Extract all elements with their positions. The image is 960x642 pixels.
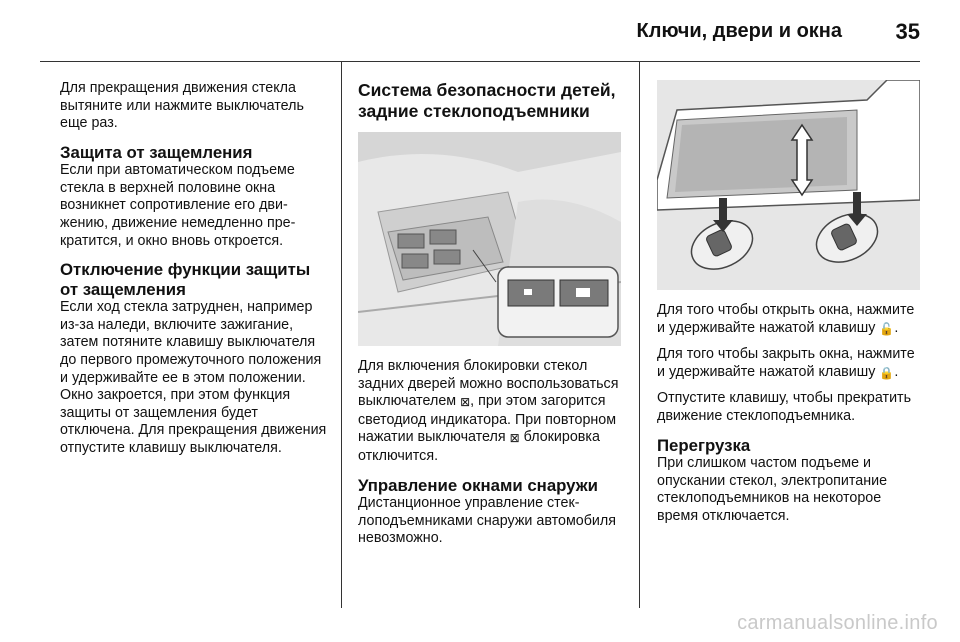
intro-paragraph: Для прекращения движения стекла вытяните или нажмите выключатель еще раз. (60, 80, 304, 132)
figure-door-switch-panel (358, 132, 621, 346)
child-lock-icon: ⊠ (460, 395, 471, 410)
heading-child-safety: Система безопасности детей, задние стеклоподъемники (358, 80, 616, 121)
heading-pinch-protection: Защита от защемления (60, 142, 253, 162)
disable-pinch-paragraph: Если ход стекла затруднен, например из-за наледи, включите зажигание, затем потяните клавишу выключателя до первого промежуточного положения и удерживайте ее в этом положении. Окно закроется, при этом функция защиты от защемления будет отключена. Для прекращения движения отпустите клавишу выключателя. (60, 299, 327, 456)
page-header (0, 0, 960, 64)
watermark: carmanualsonline.info (737, 612, 938, 634)
overload-paragraph: При слишком частом подъеме и опускании стекол, электропитание стеклоподъемников на некоторое время отключается. (657, 455, 888, 524)
figure-car-window-keys (657, 80, 920, 290)
open-windows-paragraph: Для того чтобы открыть окна, нажмите и удерживайте нажатой клавишу 🔓. (657, 302, 925, 338)
chapter-title: Ключи, двери и окна (636, 20, 842, 42)
unlock-icon: 🔓 (879, 321, 895, 336)
column-divider-2 (639, 62, 640, 608)
heading-overload: Перегрузка (657, 435, 751, 455)
release-key-paragraph: Отпустите клавишу, чтобы прекратить движение стеклоподъемника. (657, 390, 912, 424)
column-2 (358, 80, 626, 556)
remote-control-paragraph: Дистанционное управление стеклоподъемниками снаружи автомобиля невозможно. (358, 495, 616, 547)
close-windows-paragraph: Для того чтобы закрыть окна, нажмите и удерживайте нажатой клавишу 🔒. (657, 346, 925, 382)
heading-remote-window-control: Управление окнами снаружи (358, 475, 598, 495)
lock-icon: 🔒 (879, 365, 895, 380)
child-safety-paragraph: Для включения блокировки стекол задних дверей можно воспользоваться выключателем ⊠, при этом загорится светодиод индикатора. При повторном нажатии выключателя ⊠ блокировка отключится. (358, 358, 619, 464)
column-1 (60, 80, 328, 466)
door-switch-illustration (358, 132, 621, 346)
pinch-protection-paragraph: Если при автоматическом подъеме стекла в верхней половине окна возникнет сопротивление его движению, движение немедленно прекратится, и окно вновь откроется. (60, 162, 296, 249)
page-number: 35 (895, 19, 920, 44)
header-rule (40, 61, 920, 62)
child-lock-icon: ⊠ (509, 431, 520, 446)
car-window-keys-illustration (657, 80, 920, 290)
heading-disable-pinch-protection: Отключение функции защиты от защемления (60, 260, 311, 299)
column-3 (657, 80, 925, 533)
column-divider-1 (341, 62, 342, 608)
